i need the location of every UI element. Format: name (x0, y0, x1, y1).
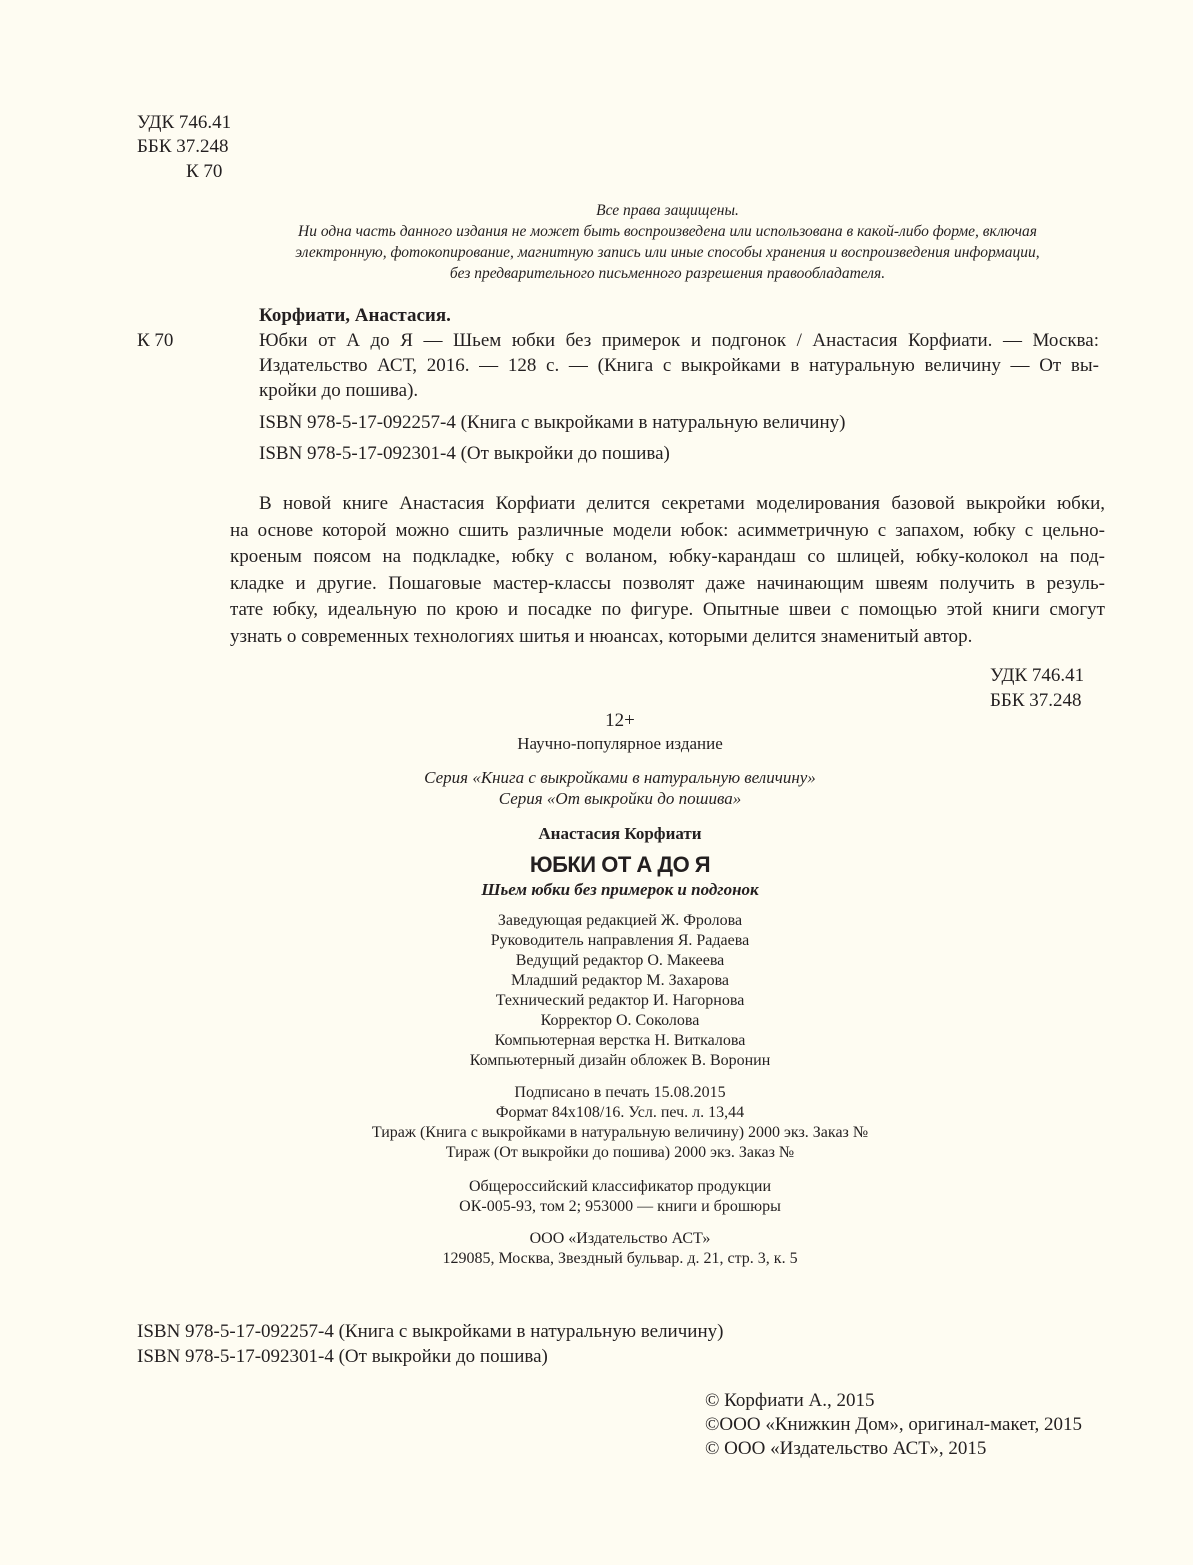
biblio-author-mark: К 70 (137, 330, 174, 351)
series-name: Серия «Книга с выкройками в натуральную величину» (424, 768, 816, 787)
rights-notice (200, 200, 1135, 284)
biblio-description (259, 328, 1099, 403)
series-name: Серия «От выкройки до пошива» (498, 789, 742, 808)
rights-line: электронную, фотокопирование, магнитную запись или иные способы хранения и воспроизведения информации, (295, 244, 1040, 261)
rights-line: Ни одна часть данного издания не может быть воспроизведена или использована в какой-либо форме, включая (298, 223, 1037, 240)
print-info (300, 1083, 940, 1163)
biblio-isbn: ISBN 978-5-17-092301-4 (От выкройки до пошива) (259, 443, 670, 464)
isbn-bottom: ISBN 978-5-17-092257-4 (Книга с выкройками в натуральную величину) (137, 1321, 724, 1342)
bbk-code: ББК 37.248 (137, 136, 229, 157)
annotation-paragraph (230, 491, 1105, 651)
copyright-line: ©ООО «Книжкин Дом», оригинал-макет, 2015 (705, 1414, 1083, 1435)
annotation-line: узнать о современных технологиях шитья и нюансах, которыми делится знаменитый автор. (230, 625, 973, 647)
copyright-line: © Корфиати А., 2015 (705, 1390, 875, 1411)
annotation-line: на основе которой можно сшить различные модели юбок: асимметричную с запахом, юбку с цельно- (230, 519, 1105, 541)
staff-line: Технический редактор И. Нагорнова (495, 992, 745, 1009)
edition-type: Научно-популярное издание (517, 734, 723, 753)
print-line: Тираж (Книга с выкройками в натуральную величину) 2000 экз. Заказ № (371, 1124, 869, 1141)
age-rating: 12+ (605, 710, 635, 731)
biblio-author: Корфиати, Анастасия. (259, 305, 451, 326)
copyright-line: © ООО «Издательство АСТ», 2015 (705, 1438, 987, 1459)
rights-line: Все права защищены. (596, 202, 739, 219)
udk-code: УДК 746.41 (137, 112, 232, 133)
staff-line: Младший редактор М. Захарова (510, 972, 730, 989)
isbn-bottom: ISBN 978-5-17-092301-4 (От выкройки до пошива) (137, 1346, 548, 1367)
annotation-line: тате юбку, идеальную по крою и посадке по фигуре. Опытные швеи с помощью этой книги смогут (230, 599, 1105, 621)
annotation-line: кроеным поясом на подкладке, юбку с воланом, юбку-карандаш со шлицей, юбку-колокол на под- (230, 546, 1105, 568)
staff-line: Руководитель направления Я. Радаева (490, 932, 750, 949)
biblio-line: кройки до пошива). (259, 380, 419, 401)
classifier-line: Общероссийский классификатор продукции (468, 1178, 772, 1195)
annotation-line: В новой книге Анастасия Корфиати делится секретами моделирования базовой выкройки юбки, (259, 493, 1105, 514)
classifier-line: ОК-005-93, том 2; 953000 — книги и брошюры (459, 1198, 781, 1215)
staff-line: Корректор О. Соколова (540, 1012, 700, 1029)
staff-line: Заведующая редакцией Ж. Фролова (497, 912, 743, 929)
annotation-line: кладке и другие. Пошаговые мастер-классы позволят даже начинающим швеям получить в резуль- (230, 572, 1105, 594)
staff-line: Ведущий редактор О. Макеева (515, 952, 725, 969)
author-mark: К 70 (186, 161, 223, 182)
staff-line: Компьютерная верстка Н. Виткалова (494, 1032, 746, 1049)
bbk-code-right: ББК 37.248 (990, 690, 1082, 711)
udk-code-right: УДК 746.41 (990, 665, 1085, 686)
book-title: ЮБКИ ОТ А ДО Я (529, 852, 711, 877)
staff-line: Компьютерный дизайн обложек В. Воронин (469, 1052, 771, 1069)
print-line: Подписано в печать 15.08.2015 (514, 1084, 726, 1101)
product-classifier (300, 1177, 940, 1217)
publisher-line: ООО «Издательство АСТ» (529, 1230, 711, 1247)
copyright-block (705, 1389, 1105, 1461)
book-subtitle: Шьем юбки без примерок и подгонок (481, 880, 759, 899)
biblio-line: Издательство АСТ, 2016. — 128 с. — (Книга с выкройками в натуральную величину — От вы- (259, 355, 1099, 376)
rights-line: без предварительного письменного разрешения правообладателя. (449, 265, 886, 282)
biblio-isbn: ISBN 978-5-17-092257-4 (Книга с выкройками в натуральную величину) (259, 412, 846, 433)
publisher-line: 129085, Москва, Звездный бульвар. д. 21, стр. 3, к. 5 (442, 1250, 798, 1267)
publisher-info (300, 1229, 940, 1269)
print-line: Формат 84x108/16. Усл. печ. л. 13,44 (495, 1104, 745, 1121)
imprint-author: Анастасия Корфиати (538, 824, 702, 843)
biblio-line: Юбки от А до Я — Шьем юбки без примерок и подгонок / Анастасия Корфиати. — Москва: (259, 330, 1099, 351)
staff-list (300, 911, 940, 1071)
print-line: Тираж (От выкройки до пошива) 2000 экз. Заказ № (445, 1144, 795, 1161)
